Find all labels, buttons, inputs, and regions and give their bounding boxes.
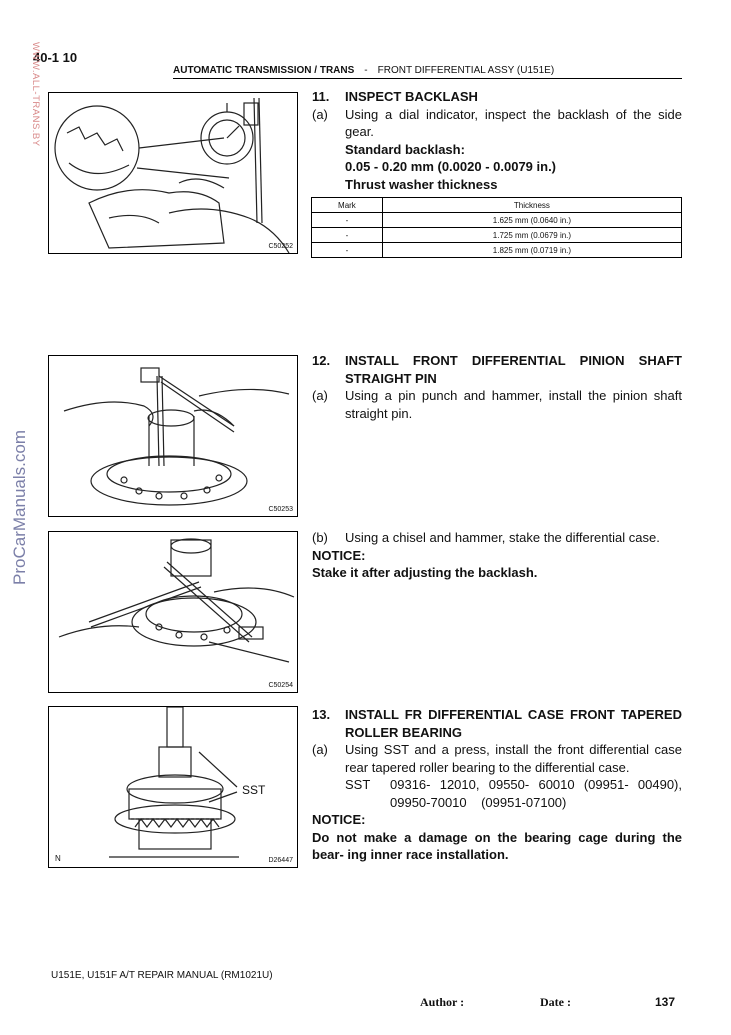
figure-code: C50253 [268,506,293,513]
step-13 [312,706,682,866]
running-header [173,65,554,76]
dial-indicator-illustration [49,93,297,253]
table-row [312,228,682,243]
table-row [312,243,682,258]
cell-thickness: 1.725 mm (0.0679 in.) [382,228,681,243]
standard-label: Standard backlash: [345,141,465,157]
figure-code: C50254 [268,682,293,689]
watermark-url: WWW.ALL-TRANS.BY [30,42,41,147]
cell-mark: - [312,228,383,243]
step-number: 13. [312,707,331,722]
cell-mark: - [312,213,383,228]
thrust-washer-table [311,197,682,258]
step-12-b [312,529,682,584]
cell-thickness: 1.625 mm (0.0640 in.) [382,213,681,228]
step-number: 12. [312,353,331,368]
column-header-mark: Mark [312,198,383,213]
sub-text: Using a chisel and hammer, stake the differential case. [345,530,660,545]
figure-chisel [48,531,298,693]
step-title-line2: ROLLER BEARING [345,724,462,740]
sub-text: Using a dial indicator, inspect the backlash of the side gear. [345,106,682,139]
table-row [312,213,682,228]
sst-label: SST [345,777,371,792]
step-11 [312,88,682,193]
figure-dial-indicator [48,92,298,254]
sub-marker: (a) [312,106,328,122]
step-title-line1: INSTALL FRONT DIFFERENTIAL PINION SHAFT [345,353,682,368]
sub-marker: (a) [312,388,328,403]
figure-pin-punch [48,355,298,517]
notice-text: Do not make a damage on the bearing cage during the bear- ing inner race installation. [312,829,682,862]
standard-value: 0.05 - 0.20 mm (0.0020 - 0.0079 in.) [345,159,557,174]
step-title-line2: STRAIGHT PIN [345,370,437,386]
header-section: FRONT DIFFERENTIAL ASSY (U151E) [377,65,555,76]
column-header-thickness: Thickness [382,198,681,213]
date-label: Date : [540,995,571,1009]
step-title: INSPECT BACKLASH [345,89,478,104]
watermark-site: ProCarManuals.com [10,430,29,585]
table-header-row [312,198,682,213]
figure-code: D26447 [268,857,293,864]
footer-page-number: 137 [655,995,676,1009]
figure-press-bearing [48,706,298,868]
notice-label: NOTICE: [312,547,366,563]
sst-numbers-line2: 09950-70010 (09951-07100) [390,794,567,810]
figure-corner-mark: N [55,854,61,863]
sub-marker: (b) [312,530,328,545]
notice-text: Stake it after adjusting the backlash. [312,565,538,580]
step-12 [312,352,682,427]
cell-thickness: 1.825 mm (0.0719 in.) [382,243,681,258]
header-rule [173,78,682,79]
chisel-illustration [49,532,297,692]
table-title: Thrust washer thickness [345,176,498,192]
sub-text: Using SST and a press, install the front differential case rear tapered roller bearing to the differential case. [345,742,682,775]
figure-code: C50252 [268,243,293,250]
step-title-line1: INSTALL FR DIFFERENTIAL CASE FRONT TAPERED [345,707,682,722]
cell-mark: - [312,243,383,258]
sub-marker: (a) [312,742,328,757]
pin-punch-illustration [49,356,297,516]
sub-text: Using a pin punch and hammer, install the pinion shaft straight pin. [345,388,682,421]
sst-numbers-line1: 09316- 12010, 09550- 60010 (09951- 00490), [390,777,682,792]
step-number: 11. [312,89,330,104]
page-number: 40-1 10 [33,50,78,65]
footer-manual: U151E, U151F A/T REPAIR MANUAL (RM1021U) [51,970,273,981]
notice-label: NOTICE: [312,812,366,827]
author-label: Author : [420,995,465,1009]
header-title: AUTOMATIC TRANSMISSION / TRANS [173,65,355,76]
sst-callout: SST [242,783,266,797]
header-separator: - [364,65,368,76]
